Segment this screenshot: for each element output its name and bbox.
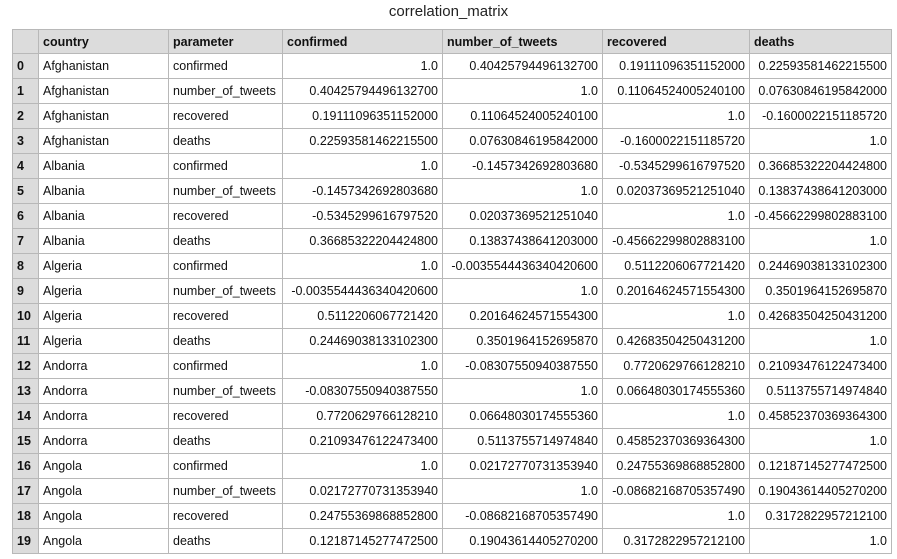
number-of-tweets-cell: 0.3501964152695870: [443, 329, 603, 354]
parameter-cell: recovered: [169, 304, 283, 329]
confirmed-cell: 0.24469038133102300: [283, 329, 443, 354]
deaths-cell: 0.36685322204424800: [750, 154, 892, 179]
column-header-parameter: parameter: [169, 30, 283, 54]
deaths-cell: 1.0: [750, 529, 892, 554]
country-cell: Andorra: [39, 404, 169, 429]
recovered-cell: 0.20164624571554300: [603, 279, 750, 304]
column-header-number-of-tweets: number_of_tweets: [443, 30, 603, 54]
confirmed-cell: 0.22593581462215500: [283, 129, 443, 154]
table-row: [13, 204, 892, 229]
number-of-tweets-cell: 0.19043614405270200: [443, 529, 603, 554]
deaths-cell: 0.45852370369364300: [750, 404, 892, 429]
parameter-cell: deaths: [169, 229, 283, 254]
row-index: 3: [13, 129, 39, 154]
parameter-cell: number_of_tweets: [169, 79, 283, 104]
deaths-cell: 0.13837438641203000: [750, 179, 892, 204]
parameter-cell: confirmed: [169, 454, 283, 479]
parameter-cell: recovered: [169, 504, 283, 529]
table-row: [13, 379, 892, 404]
column-header-recovered: recovered: [603, 30, 750, 54]
table-row: [13, 254, 892, 279]
number-of-tweets-cell: 0.07630846195842000: [443, 129, 603, 154]
row-index: 16: [13, 454, 39, 479]
deaths-cell: -0.45662299802883100: [750, 204, 892, 229]
number-of-tweets-cell: 1.0: [443, 179, 603, 204]
number-of-tweets-cell: 0.40425794496132700: [443, 54, 603, 79]
number-of-tweets-cell: -0.0035544436340420600: [443, 254, 603, 279]
country-cell: Albania: [39, 179, 169, 204]
recovered-cell: 0.11064524005240100: [603, 79, 750, 104]
confirmed-cell: 1.0: [283, 54, 443, 79]
parameter-cell: recovered: [169, 104, 283, 129]
country-cell: Afghanistan: [39, 104, 169, 129]
country-cell: Afghanistan: [39, 79, 169, 104]
recovered-cell: 0.3172822957212100: [603, 529, 750, 554]
table-row: [13, 329, 892, 354]
confirmed-cell: 0.21093476122473400: [283, 429, 443, 454]
confirmed-cell: -0.0035544436340420600: [283, 279, 443, 304]
parameter-cell: number_of_tweets: [169, 279, 283, 304]
recovered-cell: 0.02037369521251040: [603, 179, 750, 204]
recovered-cell: -0.5345299616797520: [603, 154, 750, 179]
number-of-tweets-cell: 0.11064524005240100: [443, 104, 603, 129]
correlation-table: [12, 29, 892, 554]
confirmed-cell: 0.19111096351152000: [283, 104, 443, 129]
deaths-cell: 0.42683504250431200: [750, 304, 892, 329]
number-of-tweets-cell: -0.08307550940387550: [443, 354, 603, 379]
number-of-tweets-cell: 0.06648030174555360: [443, 404, 603, 429]
recovered-cell: 1.0: [603, 404, 750, 429]
deaths-cell: 0.3172822957212100: [750, 504, 892, 529]
confirmed-cell: 0.40425794496132700: [283, 79, 443, 104]
number-of-tweets-cell: 1.0: [443, 479, 603, 504]
confirmed-cell: -0.1457342692803680: [283, 179, 443, 204]
confirmed-cell: -0.5345299616797520: [283, 204, 443, 229]
parameter-cell: number_of_tweets: [169, 379, 283, 404]
parameter-cell: deaths: [169, 429, 283, 454]
confirmed-cell: 0.12187145277472500: [283, 529, 443, 554]
deaths-cell: 0.21093476122473400: [750, 354, 892, 379]
deaths-cell: 1.0: [750, 229, 892, 254]
row-index: 11: [13, 329, 39, 354]
country-cell: Afghanistan: [39, 129, 169, 154]
deaths-cell: 0.5113755714974840: [750, 379, 892, 404]
index-header: [13, 30, 39, 54]
table-row: [13, 129, 892, 154]
number-of-tweets-cell: -0.08682168705357490: [443, 504, 603, 529]
row-index: 2: [13, 104, 39, 129]
column-header-confirmed: confirmed: [283, 30, 443, 54]
number-of-tweets-cell: 0.5113755714974840: [443, 429, 603, 454]
country-cell: Algeria: [39, 304, 169, 329]
parameter-cell: confirmed: [169, 154, 283, 179]
table-row: [13, 504, 892, 529]
table-row: [13, 104, 892, 129]
confirmed-cell: 0.5112206067721420: [283, 304, 443, 329]
number-of-tweets-cell: 1.0: [443, 279, 603, 304]
row-index: 8: [13, 254, 39, 279]
parameter-cell: recovered: [169, 404, 283, 429]
row-index: 1: [13, 79, 39, 104]
confirmed-cell: 0.36685322204424800: [283, 229, 443, 254]
table-row: [13, 279, 892, 304]
confirmed-cell: -0.08307550940387550: [283, 379, 443, 404]
parameter-cell: confirmed: [169, 54, 283, 79]
country-cell: Algeria: [39, 279, 169, 304]
table-row: [13, 454, 892, 479]
country-cell: Angola: [39, 479, 169, 504]
country-cell: Angola: [39, 529, 169, 554]
table-row: [13, 54, 892, 79]
recovered-cell: 0.06648030174555360: [603, 379, 750, 404]
table-row: [13, 354, 892, 379]
country-cell: Albania: [39, 229, 169, 254]
recovered-cell: -0.45662299802883100: [603, 229, 750, 254]
country-cell: Albania: [39, 204, 169, 229]
country-cell: Angola: [39, 454, 169, 479]
deaths-cell: 0.07630846195842000: [750, 79, 892, 104]
deaths-cell: 0.12187145277472500: [750, 454, 892, 479]
row-index: 10: [13, 304, 39, 329]
column-header-deaths: deaths: [750, 30, 892, 54]
column-header-country: country: [39, 30, 169, 54]
confirmed-cell: 1.0: [283, 254, 443, 279]
table-row: [13, 404, 892, 429]
row-index: 14: [13, 404, 39, 429]
table-row: [13, 79, 892, 104]
deaths-cell: 1.0: [750, 129, 892, 154]
number-of-tweets-cell: 1.0: [443, 79, 603, 104]
deaths-cell: 1.0: [750, 429, 892, 454]
row-index: 18: [13, 504, 39, 529]
parameter-cell: deaths: [169, 329, 283, 354]
country-cell: Albania: [39, 154, 169, 179]
deaths-cell: 1.0: [750, 329, 892, 354]
row-index: 17: [13, 479, 39, 504]
country-cell: Andorra: [39, 379, 169, 404]
table-row: [13, 529, 892, 554]
table-title: correlation_matrix: [388, 3, 509, 20]
recovered-cell: 0.5112206067721420: [603, 254, 750, 279]
parameter-cell: number_of_tweets: [169, 179, 283, 204]
number-of-tweets-cell: 0.02172770731353940: [443, 454, 603, 479]
table-row: [13, 479, 892, 504]
number-of-tweets-cell: 0.20164624571554300: [443, 304, 603, 329]
row-index: 12: [13, 354, 39, 379]
row-index: 0: [13, 54, 39, 79]
number-of-tweets-cell: -0.1457342692803680: [443, 154, 603, 179]
recovered-cell: -0.08682168705357490: [603, 479, 750, 504]
country-cell: Algeria: [39, 329, 169, 354]
country-cell: Angola: [39, 504, 169, 529]
table-row: [13, 229, 892, 254]
row-index: 15: [13, 429, 39, 454]
deaths-cell: 0.22593581462215500: [750, 54, 892, 79]
row-index: 6: [13, 204, 39, 229]
row-index: 13: [13, 379, 39, 404]
recovered-cell: 0.24755369868852800: [603, 454, 750, 479]
parameter-cell: confirmed: [169, 254, 283, 279]
parameter-cell: confirmed: [169, 354, 283, 379]
row-index: 19: [13, 529, 39, 554]
row-index: 9: [13, 279, 39, 304]
parameter-cell: deaths: [169, 129, 283, 154]
row-index: 4: [13, 154, 39, 179]
number-of-tweets-cell: 0.02037369521251040: [443, 204, 603, 229]
number-of-tweets-cell: 0.13837438641203000: [443, 229, 603, 254]
confirmed-cell: 0.7720629766128210: [283, 404, 443, 429]
row-index: 5: [13, 179, 39, 204]
recovered-cell: 1.0: [603, 104, 750, 129]
country-cell: Algeria: [39, 254, 169, 279]
country-cell: Afghanistan: [39, 54, 169, 79]
header-row: [13, 30, 892, 54]
country-cell: Andorra: [39, 429, 169, 454]
recovered-cell: 1.0: [603, 304, 750, 329]
number-of-tweets-cell: 1.0: [443, 379, 603, 404]
deaths-cell: 0.19043614405270200: [750, 479, 892, 504]
recovered-cell: -0.1600022151185720: [603, 129, 750, 154]
confirmed-cell: 0.24755369868852800: [283, 504, 443, 529]
recovered-cell: 0.42683504250431200: [603, 329, 750, 354]
deaths-cell: -0.1600022151185720: [750, 104, 892, 129]
deaths-cell: 0.24469038133102300: [750, 254, 892, 279]
recovered-cell: 0.45852370369364300: [603, 429, 750, 454]
deaths-cell: 0.3501964152695870: [750, 279, 892, 304]
parameter-cell: deaths: [169, 529, 283, 554]
recovered-cell: 1.0: [603, 204, 750, 229]
parameter-cell: number_of_tweets: [169, 479, 283, 504]
table-row: [13, 154, 892, 179]
recovered-cell: 0.19111096351152000: [603, 54, 750, 79]
country-cell: Andorra: [39, 354, 169, 379]
confirmed-cell: 0.02172770731353940: [283, 479, 443, 504]
table-row: [13, 179, 892, 204]
recovered-cell: 1.0: [603, 504, 750, 529]
parameter-cell: recovered: [169, 204, 283, 229]
row-index: 7: [13, 229, 39, 254]
recovered-cell: 0.7720629766128210: [603, 354, 750, 379]
table-row: [13, 429, 892, 454]
confirmed-cell: 1.0: [283, 354, 443, 379]
confirmed-cell: 1.0: [283, 154, 443, 179]
table-row: [13, 304, 892, 329]
confirmed-cell: 1.0: [283, 454, 443, 479]
